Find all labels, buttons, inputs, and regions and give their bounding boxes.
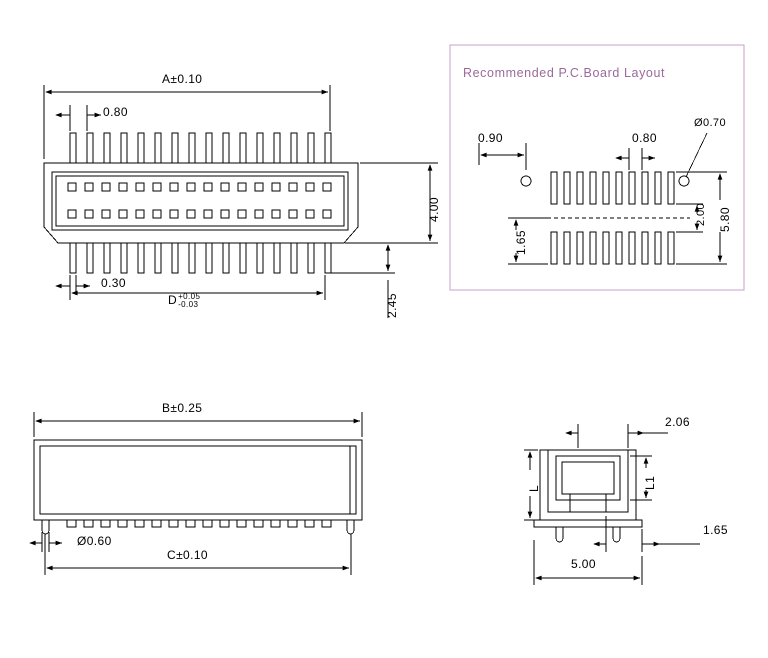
dim-label-pin-030: 0.30 — [101, 276, 126, 290]
dim-label-400: 4.00 — [427, 197, 441, 222]
side-view-body — [534, 450, 642, 542]
front-view-body — [34, 440, 362, 520]
dim-label-206: 2.06 — [665, 415, 690, 429]
dim-206 — [566, 424, 668, 448]
dim-label-d-lower: -0.03 — [178, 300, 199, 309]
top-view-body — [44, 163, 358, 243]
pcb-pads-lower — [551, 232, 674, 264]
pcb-layout-title: Recommended P.C.Board Layout — [463, 66, 666, 80]
dim-label-d-main: D — [168, 293, 178, 308]
pcb-dim-label-080: 0.80 — [632, 131, 657, 145]
top-view-contacts — [68, 183, 331, 218]
top-view-pins-lower — [70, 243, 331, 273]
dim-label-245: 2.45 — [385, 293, 399, 318]
dim-label-c: C±0.10 — [167, 548, 209, 562]
dim-pin-030 — [56, 275, 90, 295]
front-view-pins — [67, 520, 331, 527]
pcb-dim-label-090: 0.90 — [478, 131, 503, 145]
pcb-hole-leader — [686, 133, 707, 177]
pcb-dim-080 — [616, 148, 655, 170]
pcb-dim-label-580: 5.80 — [718, 207, 732, 232]
dim-label-a: A±0.10 — [162, 72, 203, 86]
pcb-dim-label-200: 2.00 — [695, 202, 707, 226]
dim-label-peg-060: Ø0.60 — [77, 534, 112, 548]
pcb-dim-label-165: 1.65 — [514, 230, 528, 255]
dim-label-l: L — [527, 484, 541, 492]
dim-label-pitch-080: 0.80 — [103, 105, 128, 119]
pcb-pads-upper — [551, 172, 674, 204]
dim-label-l1: L1 — [643, 475, 657, 490]
dim-pitch-080 — [56, 105, 101, 131]
dim-label-d-upper: +0.05 — [178, 292, 201, 301]
dim-165-side — [594, 516, 700, 552]
dim-label-d — [168, 293, 200, 309]
top-view-pins-upper — [70, 133, 331, 163]
dim-label-500: 5.00 — [571, 557, 596, 571]
dim-peg-060 — [30, 532, 62, 552]
dim-label-165-side: 1.65 — [703, 523, 728, 537]
pcb-dim-label-hole-dia: Ø0.70 — [694, 117, 726, 129]
pcb-dim-090 — [479, 143, 526, 170]
dim-label-b: B±0.25 — [162, 401, 203, 415]
dim-b — [34, 412, 362, 437]
